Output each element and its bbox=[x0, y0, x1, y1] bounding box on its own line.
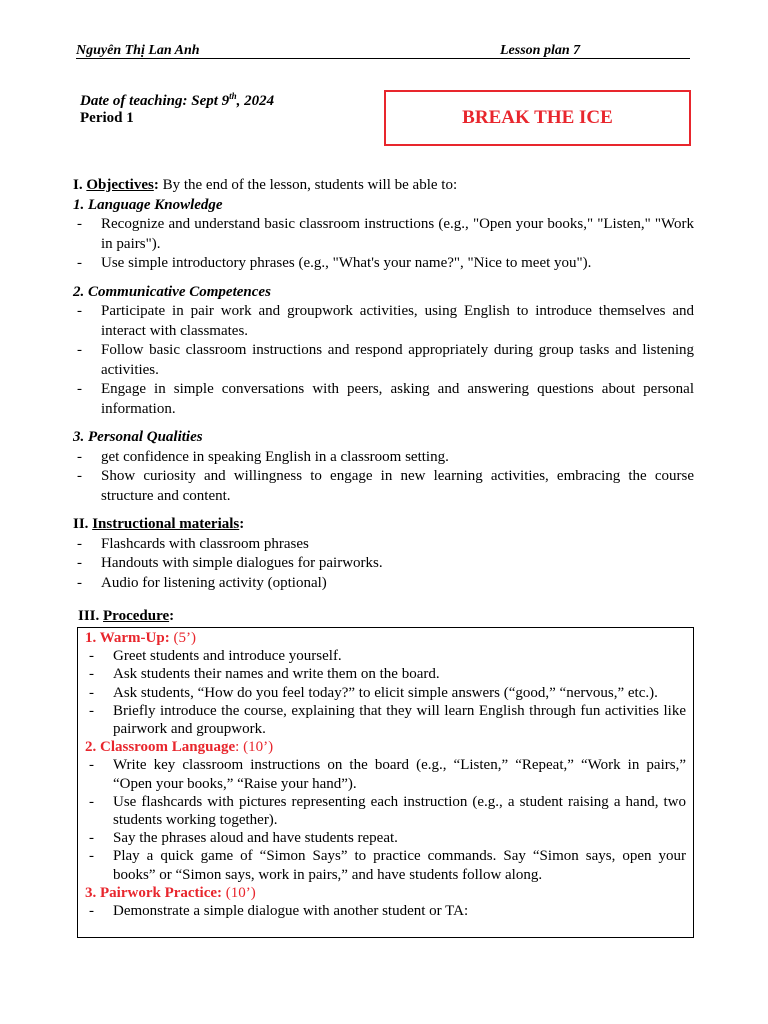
materials-list bbox=[73, 535, 694, 594]
header-divider bbox=[76, 58, 690, 59]
materials-roman: II. bbox=[73, 516, 93, 532]
stage-time: : (10’) bbox=[235, 739, 274, 756]
list-item: - Audio for listening activity (optional) bbox=[73, 574, 694, 594]
pairwork-list bbox=[85, 902, 686, 920]
language-knowledge-list bbox=[73, 215, 694, 274]
stage-heading bbox=[85, 738, 686, 756]
objectives-intro: By the end of the lesson, students will be able to: bbox=[158, 177, 458, 193]
list-item: - Flashcards with classroom phrases bbox=[73, 535, 694, 555]
materials-colon: : bbox=[239, 516, 245, 532]
lesson-title: BREAK THE ICE bbox=[462, 107, 613, 128]
procedure-box bbox=[77, 627, 694, 938]
stage-time: (10’) bbox=[222, 884, 256, 901]
list-item: - Write key classroom instructions on the board (e.g., “Listen,” “Repeat,” “Work in pairs,” “Open your books,” “Raise your hand”). bbox=[85, 756, 686, 792]
list-item: - Briefly introduce the course, explaining that they will learn English through fun activities like pairwork and groupwork. bbox=[85, 702, 686, 738]
materials-label: Instructional materials bbox=[92, 516, 240, 532]
procedure-label: Procedure bbox=[103, 608, 170, 624]
stage-time: (5’) bbox=[169, 630, 196, 646]
list-item: - Follow basic classroom instructions and respond appropriately during group tasks and listening activities. bbox=[73, 341, 694, 380]
list-item: - Demonstrate a simple dialogue with another student or TA: bbox=[85, 902, 686, 920]
author-name: Nguyên Thị Lan Anh bbox=[76, 43, 200, 58]
procedure-heading bbox=[78, 608, 174, 625]
classroom-language-list bbox=[85, 756, 686, 883]
list-item: - Use flashcards with pictures representing each instruction (e.g., a student raising a hand, two students working together). bbox=[85, 793, 686, 829]
objectives-label: Objectives bbox=[86, 177, 154, 193]
procedure-roman: III. bbox=[78, 608, 104, 624]
list-item: - get confidence in speaking English in a classroom setting. bbox=[73, 448, 694, 468]
list-item: - Ask students their names and write them on the board. bbox=[85, 665, 686, 683]
lesson-content bbox=[73, 176, 694, 593]
objectives-roman: I. bbox=[73, 177, 87, 193]
lesson-title-box bbox=[384, 90, 691, 146]
list-item: - Participate in pair work and groupwork activities, using English to introduce themselves and interact with classmates. bbox=[73, 302, 694, 341]
list-item: - Use simple introductory phrases (e.g., "What's your name?", "Nice to meet you"). bbox=[73, 254, 694, 274]
date-superscript: th bbox=[229, 91, 237, 101]
stage-name: 3. Pairwork Practice: bbox=[85, 884, 223, 901]
stage-heading bbox=[85, 884, 686, 902]
list-item: - Engage in simple conversations with peers, asking and answering questions about personal information. bbox=[73, 380, 694, 419]
procedure-colon: : bbox=[169, 608, 175, 624]
list-item: - Handouts with simple dialogues for pairworks. bbox=[73, 554, 694, 574]
list-item: - Say the phrases aloud and have students repeat. bbox=[85, 829, 686, 847]
date-of-teaching bbox=[80, 91, 274, 110]
section-heading: 1. Language Knowledge bbox=[73, 196, 223, 213]
warm-up-list bbox=[85, 647, 686, 738]
stage-name: 2. Classroom Language bbox=[85, 739, 236, 756]
list-item: - Ask students, “How do you feel today?” to elicit simple answers (“good,” “nervous,” etc.). bbox=[85, 684, 686, 702]
communicative-competences-list bbox=[73, 302, 694, 419]
materials-heading bbox=[73, 515, 694, 535]
section-heading: 3. Personal Qualities bbox=[73, 429, 203, 445]
list-item: - Greet students and introduce yourself. bbox=[85, 647, 686, 665]
date-prefix: Date of teaching: Sept 9 bbox=[80, 93, 230, 109]
lesson-plan-number: Lesson plan 7 bbox=[500, 43, 581, 58]
date-suffix: , 2024 bbox=[236, 93, 275, 109]
list-item: - Play a quick game of “Simon Says” to practice commands. Say “Simon says, open your books” or “Simon says, work in pairs,” and have students follow along. bbox=[85, 847, 686, 883]
period: Period 1 bbox=[80, 110, 134, 126]
objectives-heading bbox=[73, 176, 694, 196]
stage-name: 1. Warm-Up: bbox=[85, 630, 170, 646]
stage-heading bbox=[85, 629, 686, 647]
list-item: - Show curiosity and willingness to engage in new learning activities, embracing the course structure and content. bbox=[73, 467, 694, 506]
personal-qualities-list bbox=[73, 448, 694, 507]
section-heading: 2. Communicative Competences bbox=[73, 283, 271, 300]
objectives-colon: : bbox=[153, 177, 159, 193]
list-item: - Recognize and understand basic classroom instructions (e.g., "Open your books," "Listen," "Work in pairs"). bbox=[73, 215, 694, 254]
